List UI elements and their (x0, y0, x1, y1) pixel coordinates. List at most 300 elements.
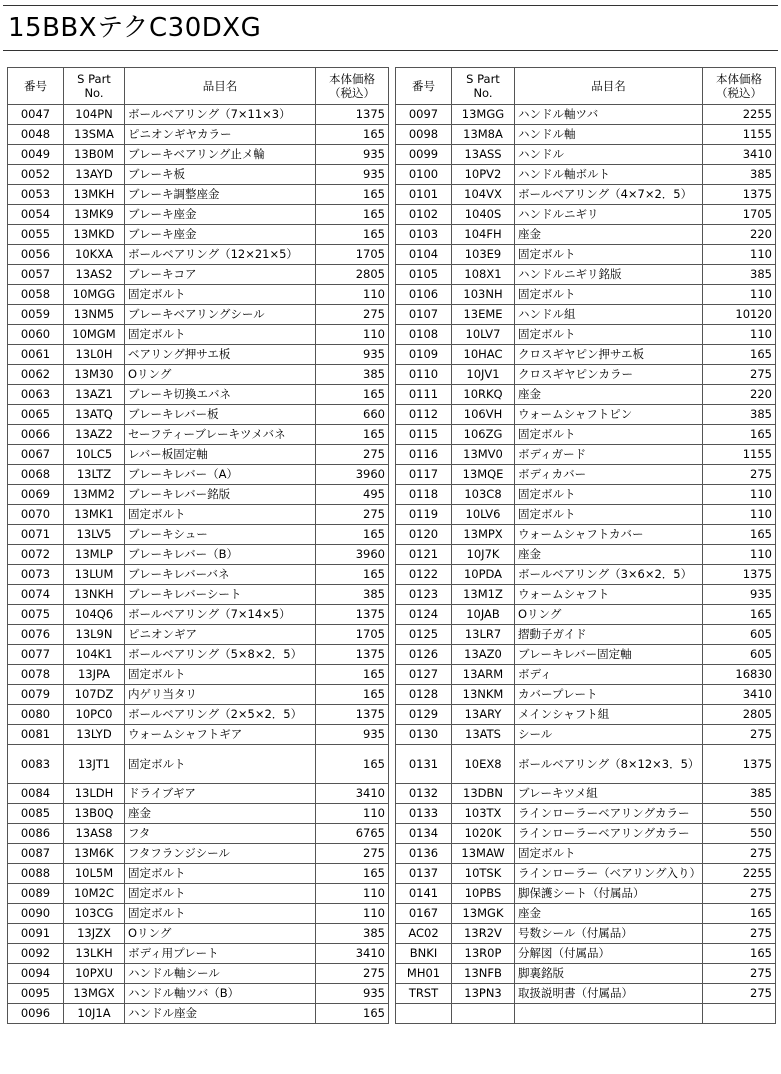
item-name-cell: ブレーキレバー固定軸 (515, 645, 703, 665)
price-cell: 275 (316, 445, 389, 465)
price-cell: 275 (703, 725, 776, 745)
part-number-cell: 0083 (8, 745, 64, 784)
part-number-cell: 0129 (396, 705, 452, 725)
table-row (8, 265, 389, 285)
item-name-cell: ブレーキ座金 (125, 205, 316, 225)
part-code-cell: 103TX (452, 804, 515, 824)
header-number: 番号 (396, 68, 452, 105)
part-code-cell: 10PC0 (64, 705, 125, 725)
price-cell: 935 (316, 984, 389, 1004)
table-row (8, 505, 389, 525)
table-row (396, 525, 776, 545)
item-name-cell: ハンドル軸ボルト (515, 165, 703, 185)
price-cell: 385 (703, 165, 776, 185)
table-row (8, 425, 389, 445)
table-row (8, 245, 389, 265)
part-number-cell: 0048 (8, 125, 64, 145)
part-code-cell: 13MKD (64, 225, 125, 245)
part-number-cell: 0116 (396, 445, 452, 465)
part-code-cell: 13JZX (64, 924, 125, 944)
table-row (8, 405, 389, 425)
price-cell: 1155 (703, 445, 776, 465)
part-number-cell: 0070 (8, 505, 64, 525)
table-row (396, 405, 776, 425)
part-number-cell: 0120 (396, 525, 452, 545)
item-name-cell: ピニオンギア (125, 625, 316, 645)
part-number-cell: 0115 (396, 425, 452, 445)
table-row (8, 784, 389, 804)
table-row (8, 964, 389, 984)
parts-table-left-body (8, 105, 389, 1024)
part-code-cell: 103C8 (452, 485, 515, 505)
part-number-cell: 0103 (396, 225, 452, 245)
item-name-cell: ハンドル組 (515, 305, 703, 325)
part-number-cell: 0109 (396, 345, 452, 365)
price-cell: 165 (316, 685, 389, 705)
price-cell: 1705 (316, 625, 389, 645)
table-row (8, 844, 389, 864)
table-row (396, 385, 776, 405)
part-number-cell: 0090 (8, 904, 64, 924)
table-row (8, 984, 389, 1004)
part-code-cell: 10PV2 (452, 165, 515, 185)
part-code-cell: 13MK9 (64, 205, 125, 225)
price-cell: 2805 (316, 265, 389, 285)
price-cell: 605 (703, 645, 776, 665)
part-code-cell: 13LTZ (64, 465, 125, 485)
price-cell: 1375 (703, 185, 776, 205)
part-code-cell: 103NH (452, 285, 515, 305)
item-name-cell: 脚保護シート（付属品） (515, 884, 703, 904)
part-number-cell: 0060 (8, 325, 64, 345)
part-number-cell: 0071 (8, 525, 64, 545)
item-name-cell: 固定ボルト (515, 844, 703, 864)
item-name-cell: ボディ用プレート (125, 944, 316, 964)
part-number-cell: 0112 (396, 405, 452, 425)
part-code-cell: 10L5M (64, 864, 125, 884)
price-cell: 3410 (703, 145, 776, 165)
item-name-cell: ハンドル軸 (515, 125, 703, 145)
price-cell: 165 (316, 425, 389, 445)
price-cell: 220 (703, 225, 776, 245)
part-code-cell: 10PDA (452, 565, 515, 585)
table-row (8, 225, 389, 245)
table-row (396, 165, 776, 185)
part-code-cell: 104PN (64, 105, 125, 125)
price-cell: 16830 (703, 665, 776, 685)
part-code-cell: 13ATS (452, 725, 515, 745)
price-cell: 385 (703, 405, 776, 425)
item-name-cell: 固定ボルト (515, 245, 703, 265)
price-cell: 110 (703, 505, 776, 525)
table-row (8, 325, 389, 345)
part-code-cell: 10PXU (64, 964, 125, 984)
price-cell: 110 (316, 904, 389, 924)
item-name-cell: ブレーキ板 (125, 165, 316, 185)
item-name-cell: ラインローラーベアリングカラー (515, 804, 703, 824)
item-name-cell: 固定ボルト (125, 325, 316, 345)
item-name-cell: ボールベアリング（8×12×3．5） (515, 745, 703, 784)
price-cell: 1375 (703, 565, 776, 585)
part-code-cell: 13LYD (64, 725, 125, 745)
part-number-cell: 0118 (396, 485, 452, 505)
part-code-cell: 13MAW (452, 844, 515, 864)
table-row (396, 944, 776, 964)
part-code-cell: 10LV7 (452, 325, 515, 345)
table-row (396, 245, 776, 265)
price-cell: 275 (316, 505, 389, 525)
part-number-cell: AC02 (396, 924, 452, 944)
item-name-cell: ウォームシャフトギア (125, 725, 316, 745)
table-row (396, 585, 776, 605)
price-cell: 110 (316, 285, 389, 305)
part-code-cell: 104Q6 (64, 605, 125, 625)
part-number-cell: 0108 (396, 325, 452, 345)
part-number-cell: 0105 (396, 265, 452, 285)
table-header-row (396, 68, 776, 105)
part-number-cell: 0056 (8, 245, 64, 265)
table-header-row (8, 68, 389, 105)
part-code-cell: 103E9 (452, 245, 515, 265)
header-number: 番号 (8, 68, 64, 105)
part-code-cell: 13AS8 (64, 824, 125, 844)
table-row (396, 884, 776, 904)
part-number-cell: 0107 (396, 305, 452, 325)
part-code-cell: 10JAB (452, 605, 515, 625)
part-number-cell: 0055 (8, 225, 64, 245)
part-number-cell: 0099 (396, 145, 452, 165)
price-cell: 3960 (316, 545, 389, 565)
item-name-cell: 固定ボルト (515, 505, 703, 525)
item-name-cell: クロスギヤピン押サエ板 (515, 345, 703, 365)
price-cell: 3960 (316, 465, 389, 485)
table-row (396, 605, 776, 625)
price-cell: 935 (316, 145, 389, 165)
part-code-cell: 13M8A (452, 125, 515, 145)
part-number-cell: 0125 (396, 625, 452, 645)
price-cell: 1375 (316, 645, 389, 665)
item-name-cell: セーフティーブレーキツメバネ (125, 425, 316, 445)
table-row (8, 385, 389, 405)
part-number-cell: 0167 (396, 904, 452, 924)
part-code-cell: 13MM2 (64, 485, 125, 505)
table-row (396, 345, 776, 365)
table-row (396, 145, 776, 165)
table-row (8, 105, 389, 125)
part-code-cell: 104FH (452, 225, 515, 245)
price-cell: 1705 (316, 245, 389, 265)
part-number-cell: 0131 (396, 745, 452, 784)
part-number-cell: 0095 (8, 984, 64, 1004)
part-number-cell: MH01 (396, 964, 452, 984)
item-name-cell: ベアリング押サエ板 (125, 345, 316, 365)
part-number-cell: 0075 (8, 605, 64, 625)
item-name-cell: フタ (125, 824, 316, 844)
table-row (8, 305, 389, 325)
part-code-cell: 13LDH (64, 784, 125, 804)
price-cell: 110 (703, 245, 776, 265)
part-code-cell: 13MQE (452, 465, 515, 485)
title-underline (3, 50, 778, 51)
part-number-cell: 0062 (8, 365, 64, 385)
item-name-cell: ハンドル軸シール (125, 964, 316, 984)
part-code-cell: 1020K (452, 824, 515, 844)
part-number-cell: 0102 (396, 205, 452, 225)
item-name-cell: ハンドル座金 (125, 1004, 316, 1024)
item-name-cell: ブレーキレバー（A） (125, 465, 316, 485)
item-name-cell: Oリング (125, 924, 316, 944)
item-name-cell: ボールベアリング（3×6×2．5） (515, 565, 703, 585)
table-row (8, 904, 389, 924)
part-number-cell: 0061 (8, 345, 64, 365)
table-row (396, 225, 776, 245)
item-name-cell: ボールベアリング（12×21×5） (125, 245, 316, 265)
part-code-cell: 13MPX (452, 525, 515, 545)
item-name-cell: ブレーキレバー板 (125, 405, 316, 425)
price-cell: 3410 (316, 944, 389, 964)
table-row (8, 205, 389, 225)
table-row (396, 305, 776, 325)
part-code-cell: 10M2C (64, 884, 125, 904)
header-part-no: S Part No. (64, 68, 125, 105)
table-row (8, 725, 389, 745)
price-cell: 165 (316, 225, 389, 245)
item-name-cell: ウォームシャフト (515, 585, 703, 605)
parts-table-right (395, 67, 776, 1024)
table-row (8, 525, 389, 545)
price-cell: 110 (703, 485, 776, 505)
price-cell: 935 (316, 725, 389, 745)
page-title: 15BBXテクC30DXG (8, 13, 262, 43)
table-row (8, 864, 389, 884)
part-code-cell: 106ZG (452, 425, 515, 445)
table-row (396, 425, 776, 445)
table-row (8, 824, 389, 844)
table-row (396, 824, 776, 844)
item-name-cell: 固定ボルト (125, 864, 316, 884)
price-cell: 1705 (703, 205, 776, 225)
price-cell: 165 (703, 525, 776, 545)
item-name-cell: 固定ボルト (515, 325, 703, 345)
price-cell: 1155 (703, 125, 776, 145)
item-name-cell: ブレーキベアリング止メ輪 (125, 145, 316, 165)
part-number-cell: 0123 (396, 585, 452, 605)
item-name-cell: ボディ (515, 665, 703, 685)
table-row (396, 105, 776, 125)
part-code-cell: 13DBN (452, 784, 515, 804)
price-cell: 275 (316, 844, 389, 864)
item-name-cell: シール (515, 725, 703, 745)
part-code-cell: 13AYD (64, 165, 125, 185)
price-cell: 385 (703, 265, 776, 285)
part-number-cell: 0079 (8, 685, 64, 705)
item-name-cell: 座金 (515, 904, 703, 924)
part-number-cell: TRST (396, 984, 452, 1004)
part-number-cell: 0097 (396, 105, 452, 125)
part-code-cell: 13B0Q (64, 804, 125, 824)
item-name-cell: 摺動子ガイド (515, 625, 703, 645)
table-row (8, 705, 389, 725)
part-code-cell: 13MLP (64, 545, 125, 565)
price-cell: 110 (316, 325, 389, 345)
price-cell: 605 (703, 625, 776, 645)
part-number-cell: 0085 (8, 804, 64, 824)
price-cell: 165 (316, 125, 389, 145)
part-number-cell: 0065 (8, 405, 64, 425)
part-code-cell: 13ARY (452, 705, 515, 725)
part-code-cell: 13MGX (64, 984, 125, 1004)
price-cell: 935 (703, 585, 776, 605)
price-cell (703, 1004, 776, 1024)
part-code-cell: 13L0H (64, 345, 125, 365)
item-name-cell: ハンドルニギリ (515, 205, 703, 225)
part-code-cell: 13JT1 (64, 745, 125, 784)
item-name-cell: 固定ボルト (515, 425, 703, 445)
part-code-cell: 13SMA (64, 125, 125, 145)
part-number-cell: 0130 (396, 725, 452, 745)
price-cell: 110 (703, 325, 776, 345)
table-row (396, 365, 776, 385)
table-row (396, 185, 776, 205)
item-name-cell: 座金 (515, 225, 703, 245)
item-name-cell: 固定ボルト (515, 485, 703, 505)
item-name-cell: ボールベアリング（4×7×2．5） (515, 185, 703, 205)
part-code-cell: 13MK1 (64, 505, 125, 525)
price-cell: 385 (316, 585, 389, 605)
part-number-cell: 0059 (8, 305, 64, 325)
item-name-cell: ボディガード (515, 445, 703, 465)
part-number-cell: 0101 (396, 185, 452, 205)
item-name-cell: 座金 (515, 385, 703, 405)
part-number-cell: 0122 (396, 565, 452, 585)
price-cell: 165 (316, 385, 389, 405)
header-item-name: 品目名 (515, 68, 703, 105)
table-row (396, 784, 776, 804)
part-number-cell: 0092 (8, 944, 64, 964)
price-cell: 385 (316, 365, 389, 385)
part-code-cell: 10EX8 (452, 745, 515, 784)
table-row (396, 725, 776, 745)
item-name-cell: 内ゲリ当タリ (125, 685, 316, 705)
price-cell: 1375 (316, 705, 389, 725)
price-cell: 275 (703, 465, 776, 485)
part-number-cell: 0074 (8, 585, 64, 605)
part-code-cell: 13M1Z (452, 585, 515, 605)
part-number-cell: 0110 (396, 365, 452, 385)
item-name-cell: ブレーキレバーバネ (125, 565, 316, 585)
part-code-cell: 13NKM (452, 685, 515, 705)
item-name-cell: ブレーキベアリングシール (125, 305, 316, 325)
part-number-cell: 0091 (8, 924, 64, 944)
part-number-cell: 0133 (396, 804, 452, 824)
table-row (396, 924, 776, 944)
table-row (396, 745, 776, 784)
part-number-cell: 0100 (396, 165, 452, 185)
item-name-cell: ハンドル軸ツバ (515, 105, 703, 125)
table-row (8, 745, 389, 784)
price-cell: 165 (703, 605, 776, 625)
part-code-cell: 10J1A (64, 1004, 125, 1024)
item-name-cell: メインシャフト組 (515, 705, 703, 725)
part-number-cell: 0052 (8, 165, 64, 185)
item-name-cell: レバー板固定軸 (125, 445, 316, 465)
table-row (396, 325, 776, 345)
part-code-cell: 10JV1 (452, 365, 515, 385)
table-row (8, 445, 389, 465)
item-name-cell: ボールベアリング（2×5×2．5） (125, 705, 316, 725)
item-name-cell: 固定ボルト (125, 904, 316, 924)
part-code-cell: 13R0P (452, 944, 515, 964)
table-row (8, 665, 389, 685)
part-number-cell: 0080 (8, 705, 64, 725)
part-number-cell: 0068 (8, 465, 64, 485)
part-code-cell: 10LV6 (452, 505, 515, 525)
part-number-cell: 0058 (8, 285, 64, 305)
part-code-cell: 10MGM (64, 325, 125, 345)
part-code-cell: 104VX (452, 185, 515, 205)
table-row (8, 944, 389, 964)
part-number-cell: 0111 (396, 385, 452, 405)
item-name-cell (515, 1004, 703, 1024)
part-number-cell: 0054 (8, 205, 64, 225)
part-code-cell: 13EME (452, 305, 515, 325)
table-row (8, 125, 389, 145)
price-cell: 495 (316, 485, 389, 505)
part-number-cell: 0073 (8, 565, 64, 585)
part-number-cell: 0098 (396, 125, 452, 145)
part-code-cell: 13NKH (64, 585, 125, 605)
item-name-cell: ブレーキレバー（B） (125, 545, 316, 565)
part-code-cell: 13JPA (64, 665, 125, 685)
part-code-cell: 13PN3 (452, 984, 515, 1004)
price-cell: 385 (316, 924, 389, 944)
table-row (8, 645, 389, 665)
table-row (396, 205, 776, 225)
table-row (396, 984, 776, 1004)
table-row (8, 804, 389, 824)
price-cell: 110 (703, 285, 776, 305)
table-row (396, 445, 776, 465)
price-cell: 165 (316, 525, 389, 545)
table-row (8, 625, 389, 645)
price-cell: 2255 (703, 105, 776, 125)
table-row (396, 665, 776, 685)
item-name-cell: ウォームシャフトピン (515, 405, 703, 425)
table-row (396, 844, 776, 864)
item-name-cell: ボディカバー (515, 465, 703, 485)
part-code-cell: 13R2V (452, 924, 515, 944)
price-cell: 1375 (703, 745, 776, 784)
price-cell: 275 (703, 964, 776, 984)
price-cell: 110 (703, 545, 776, 565)
price-cell: 1375 (316, 105, 389, 125)
part-number-cell: 0086 (8, 824, 64, 844)
part-code-cell: 106VH (452, 405, 515, 425)
table-row (8, 285, 389, 305)
header-price: 本体価格（税込） (703, 68, 776, 105)
price-cell: 165 (703, 904, 776, 924)
price-cell: 6765 (316, 824, 389, 844)
part-code-cell: 13ASS (452, 145, 515, 165)
price-cell: 165 (316, 665, 389, 685)
item-name-cell: フタフランジシール (125, 844, 316, 864)
header-part-no: S Part No. (452, 68, 515, 105)
parts-table-left (7, 67, 389, 1024)
price-cell: 1375 (316, 605, 389, 625)
part-number-cell: 0094 (8, 964, 64, 984)
header-item-name: 品目名 (125, 68, 316, 105)
part-code-cell (452, 1004, 515, 1024)
